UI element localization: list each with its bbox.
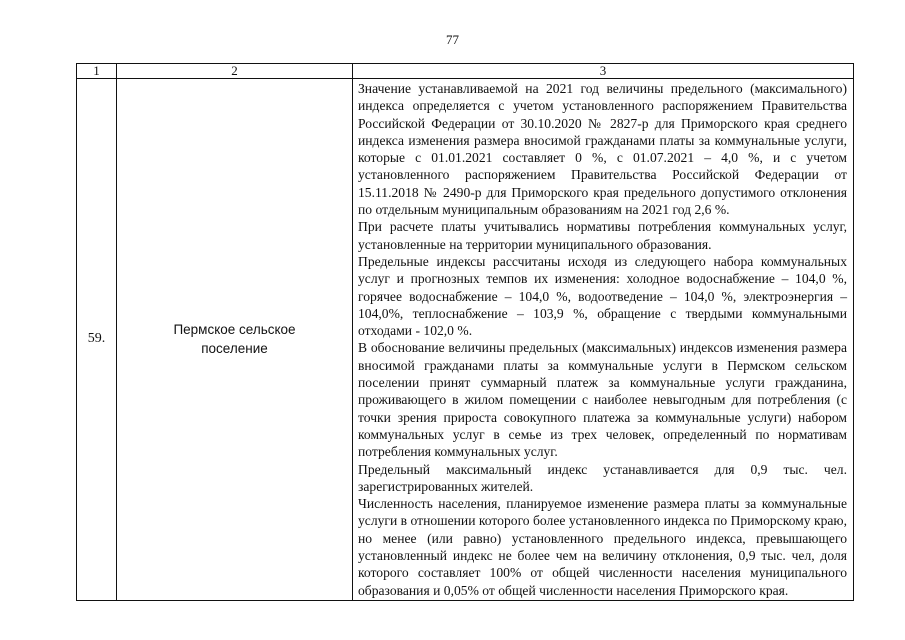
paragraph-index-value: Значение устанавливаемой на 2021 год величины предельного (максимального) индекса определяется с учетом установленного распоряжением Правительства Российской Федерации от 30.10.2020 № 2827-р для Приморского края среднего индекса изменения размера вносимой гражданами платы за коммунальные услуги, которые с 01.01.2021 составляет 0 %, с 01.07.2021 – 4,0 %, и с учетом установленного распоряжением Правительства Российской Федерации от 15.11.2018 № 2490-р для Приморского края предельного допустимого отклонения по отдельным муниципальным образованиям на 2021 год 2,6 %. xyxy=(358,81,847,218)
document-table xyxy=(76,63,854,601)
paragraph-consumption-norms: При расчете платы учитывались нормативы потребления коммунальных услуг, установленные на территории муниципального образования. xyxy=(358,219,847,252)
municipality-name xyxy=(117,79,353,601)
table-header-row xyxy=(77,64,854,79)
column-header-2: 2 xyxy=(117,64,353,79)
paragraph-service-set: Предельные индексы рассчитаны исходя из следующего набора коммунальных услуг и прогнозных темпов их изменения: холодное водоснабжение – 104,0 %, горячее водоснабжение – 104,0 %, водоотведение – 104,0 %, электроэнергия – 104,0%, теплоснабжение – 103,9 %, обращение с твердыми коммунальными отходами - 102,0 %. xyxy=(358,253,847,339)
column-header-1: 1 xyxy=(77,64,117,79)
paragraph-justification: В обоснование величины предельных (максимальных) индексов изменения размера вносимой гражданами платы за коммунальные услуги в Пермском сельском поселении принят суммарный платеж за коммунальные услуги гражданина, проживающего в жилом помещении с наиболее невыгодным для потребления (с точки зрения прироста совокупного платежа за коммунальные услуги) набором коммунальных услуг в семье из трех человек, определенный по нормативам потребления коммунальных услуг. xyxy=(358,340,847,460)
row-number: 59. xyxy=(77,79,117,601)
paragraph-registered-residents: Предельный максимальный индекс устанавливается для 0,9 тыс. чел. зарегистрированных жителей. xyxy=(358,461,847,494)
description-cell xyxy=(353,79,854,601)
paragraph-population-share: Численность населения, планируемое изменение размера платы за коммунальные услуги в отношении которого более установленного индекса по Приморскому краю, но менее (или равно) установленного предельного индекса, превышающего установленный индекс не более чем на величину отклонения, 0,9 тыс. чел, доля которого составляет 100% от общей численности населения муниципального образования и 0,05% от общей численности населения Приморского края. xyxy=(358,496,847,598)
column-header-3: 3 xyxy=(353,64,854,79)
page-number: 77 xyxy=(446,32,459,47)
municipality-name-line-1: Пермское сельское xyxy=(173,322,296,338)
municipality-name-line-2: поселение xyxy=(201,341,268,357)
table-row xyxy=(77,79,854,601)
